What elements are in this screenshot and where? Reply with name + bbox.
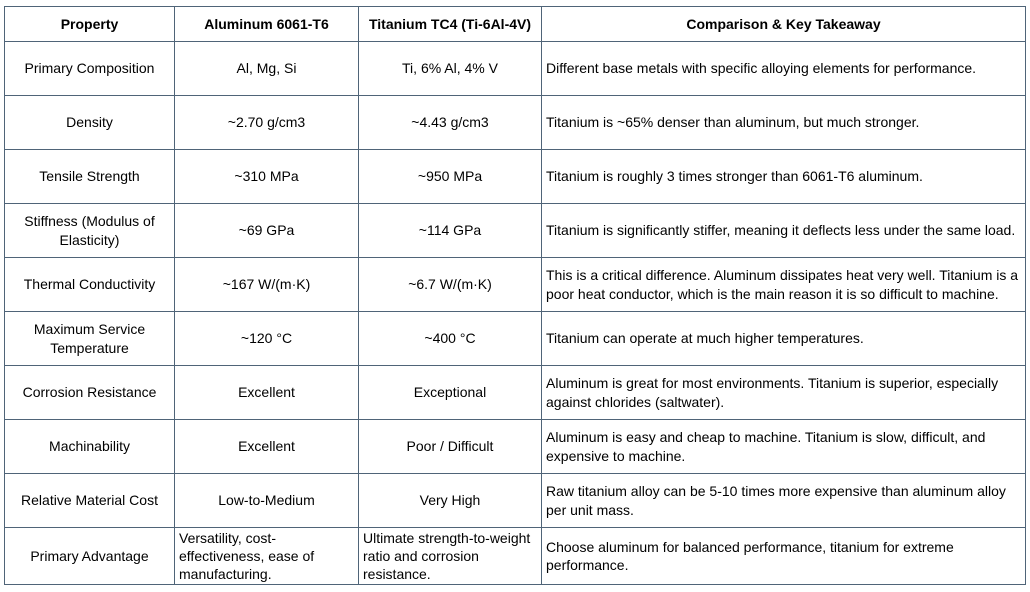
cell-titanium: Ti, 6% Al, 4% V — [359, 42, 542, 96]
cell-property: Corrosion Resistance — [5, 366, 175, 420]
header-row — [5, 7, 1026, 42]
table-row — [5, 204, 1026, 258]
cell-takeaway: Titanium is significantly stiffer, meaning it deflects less under the same load. — [542, 204, 1026, 258]
cell-titanium: Very High — [359, 474, 542, 528]
table-header — [5, 7, 1026, 42]
cell-property: Maximum Service Temperature — [5, 312, 175, 366]
cell-aluminum: ~69 GPa — [175, 204, 359, 258]
cell-takeaway: Aluminum is great for most environments. Titanium is superior, especially against chlorides (saltwater). — [542, 366, 1026, 420]
cell-titanium: ~6.7 W/(m·K) — [359, 258, 542, 312]
cell-aluminum: Excellent — [175, 366, 359, 420]
header-property: Property — [5, 7, 175, 42]
cell-aluminum: ~310 MPa — [175, 150, 359, 204]
cell-aluminum: Al, Mg, Si — [175, 42, 359, 96]
table-row — [5, 150, 1026, 204]
table-row — [5, 366, 1026, 420]
cell-takeaway: Choose aluminum for balanced performance, titanium for extreme performance. — [542, 528, 1026, 585]
material-comparison-table — [4, 6, 1026, 585]
cell-aluminum: ~2.70 g/cm3 — [175, 96, 359, 150]
cell-property: Primary Composition — [5, 42, 175, 96]
header-takeaway: Comparison & Key Takeaway — [542, 7, 1026, 42]
header-titanium: Titanium TC4 (Ti-6Al-4V) — [359, 7, 542, 42]
cell-property: Density — [5, 96, 175, 150]
header-aluminum: Aluminum 6061-T6 — [175, 7, 359, 42]
table-row — [5, 528, 1026, 585]
cell-aluminum: Excellent — [175, 420, 359, 474]
cell-titanium: ~4.43 g/cm3 — [359, 96, 542, 150]
table-body — [5, 42, 1026, 585]
cell-takeaway: Different base metals with specific alloying elements for performance. — [542, 42, 1026, 96]
cell-titanium: Exceptional — [359, 366, 542, 420]
cell-titanium: Poor / Difficult — [359, 420, 542, 474]
cell-property: Primary Advantage — [5, 528, 175, 585]
table-row — [5, 420, 1026, 474]
cell-titanium: ~950 MPa — [359, 150, 542, 204]
cell-takeaway: Aluminum is easy and cheap to machine. Titanium is slow, difficult, and expensive to machine. — [542, 420, 1026, 474]
cell-aluminum: Low-to-Medium — [175, 474, 359, 528]
cell-aluminum: ~167 W/(m·K) — [175, 258, 359, 312]
comparison-table-frame — [4, 6, 1025, 584]
table-row — [5, 312, 1026, 366]
cell-property: Thermal Conductivity — [5, 258, 175, 312]
table-row — [5, 474, 1026, 528]
cell-takeaway: Titanium is ~65% denser than aluminum, but much stronger. — [542, 96, 1026, 150]
table-row — [5, 258, 1026, 312]
cell-takeaway: Titanium is roughly 3 times stronger than 6061-T6 aluminum. — [542, 150, 1026, 204]
cell-titanium: ~114 GPa — [359, 204, 542, 258]
cell-property: Stiffness (Modulus of Elasticity) — [5, 204, 175, 258]
cell-takeaway: This is a critical difference. Aluminum dissipates heat very well. Titanium is a poor heat conductor, which is the main reason it is so difficult to machine. — [542, 258, 1026, 312]
cell-aluminum: ~120 °C — [175, 312, 359, 366]
table-row — [5, 42, 1026, 96]
cell-property: Machinability — [5, 420, 175, 474]
cell-titanium: ~400 °C — [359, 312, 542, 366]
cell-aluminum: Versatility, cost-effectiveness, ease of manufacturing. — [175, 528, 359, 585]
cell-property: Relative Material Cost — [5, 474, 175, 528]
cell-takeaway: Titanium can operate at much higher temperatures. — [542, 312, 1026, 366]
cell-titanium: Ultimate strength-to-weight ratio and corrosion resistance. — [359, 528, 542, 585]
cell-takeaway: Raw titanium alloy can be 5-10 times more expensive than aluminum alloy per unit mass. — [542, 474, 1026, 528]
table-row — [5, 96, 1026, 150]
cell-property: Tensile Strength — [5, 150, 175, 204]
